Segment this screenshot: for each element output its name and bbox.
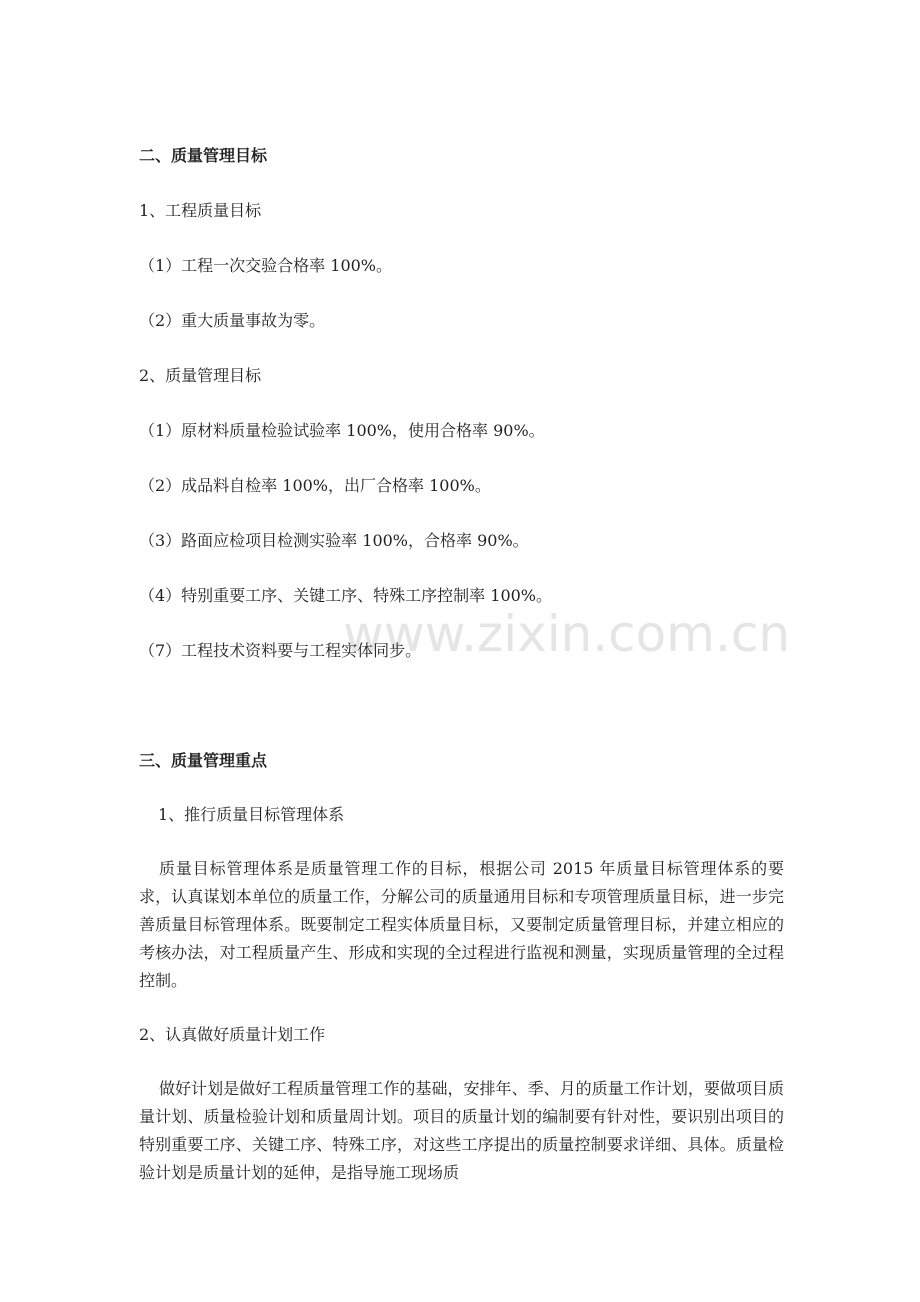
section-heading-quality-targets: 二、质量管理目标 xyxy=(139,146,268,165)
list-item: （1）原材料质量检验试验率 100%，使用合格率 90%。 xyxy=(139,421,545,440)
list-item: （7）工程技术资料要与工程实体同步。 xyxy=(139,641,422,660)
section-heading-quality-focus: 三、质量管理重点 xyxy=(139,751,268,770)
subsection-title-quality-plan: 2、认真做好质量计划工作 xyxy=(139,1025,326,1044)
list-item: （1）工程一次交验合格率 100%。 xyxy=(139,256,393,275)
paragraph-quality-plan: 做好计划是做好工程质量管理工作的基础，安排年、季、月的质量工作计划，要做项目质量计划、质量检验计划和质量周计划。项目的质量计划的编制要有针对性，要识别出项目的特别重要工序、关键工序、特殊工序，对这些工序提出的质量控制要求详细、具体。质量检验计划是质量计划的延伸，是指导施工现场质 xyxy=(139,1079,784,1182)
watermark: www.zixin.com.cn xyxy=(343,605,791,663)
list-item: （2）成品料自检率 100%，出厂合格率 100%。 xyxy=(139,476,491,495)
subsection-title-target-system: 1、推行质量目标管理体系 xyxy=(158,805,345,824)
subsection-title-management-targets: 2、质量管理目标 xyxy=(139,366,262,385)
paragraph-target-system: 质量目标管理体系是质量管理工作的目标，根据公司 2015 年质量目标管理体系的要求，认真谋划本单位的质量工作，分解公司的质量通用目标和专项管理质量目标，进一步完善质量目标管理体系。既要制定工程实体质量目标，又要制定质量管理目标，并建立相应的考核办法，对工程质量产生、形成和实现的全过程进行监视和测量，实现质量管理的全过程控制。 xyxy=(139,859,784,990)
list-item: （3）路面应检项目检测实验率 100%，合格率 90%。 xyxy=(139,531,529,550)
list-item: （2）重大质量事故为零。 xyxy=(139,311,326,330)
subsection-title-engineering-targets: 1、工程质量目标 xyxy=(139,201,262,220)
list-item: （4）特别重要工序、关键工序、特殊工序控制率 100%。 xyxy=(139,586,553,605)
